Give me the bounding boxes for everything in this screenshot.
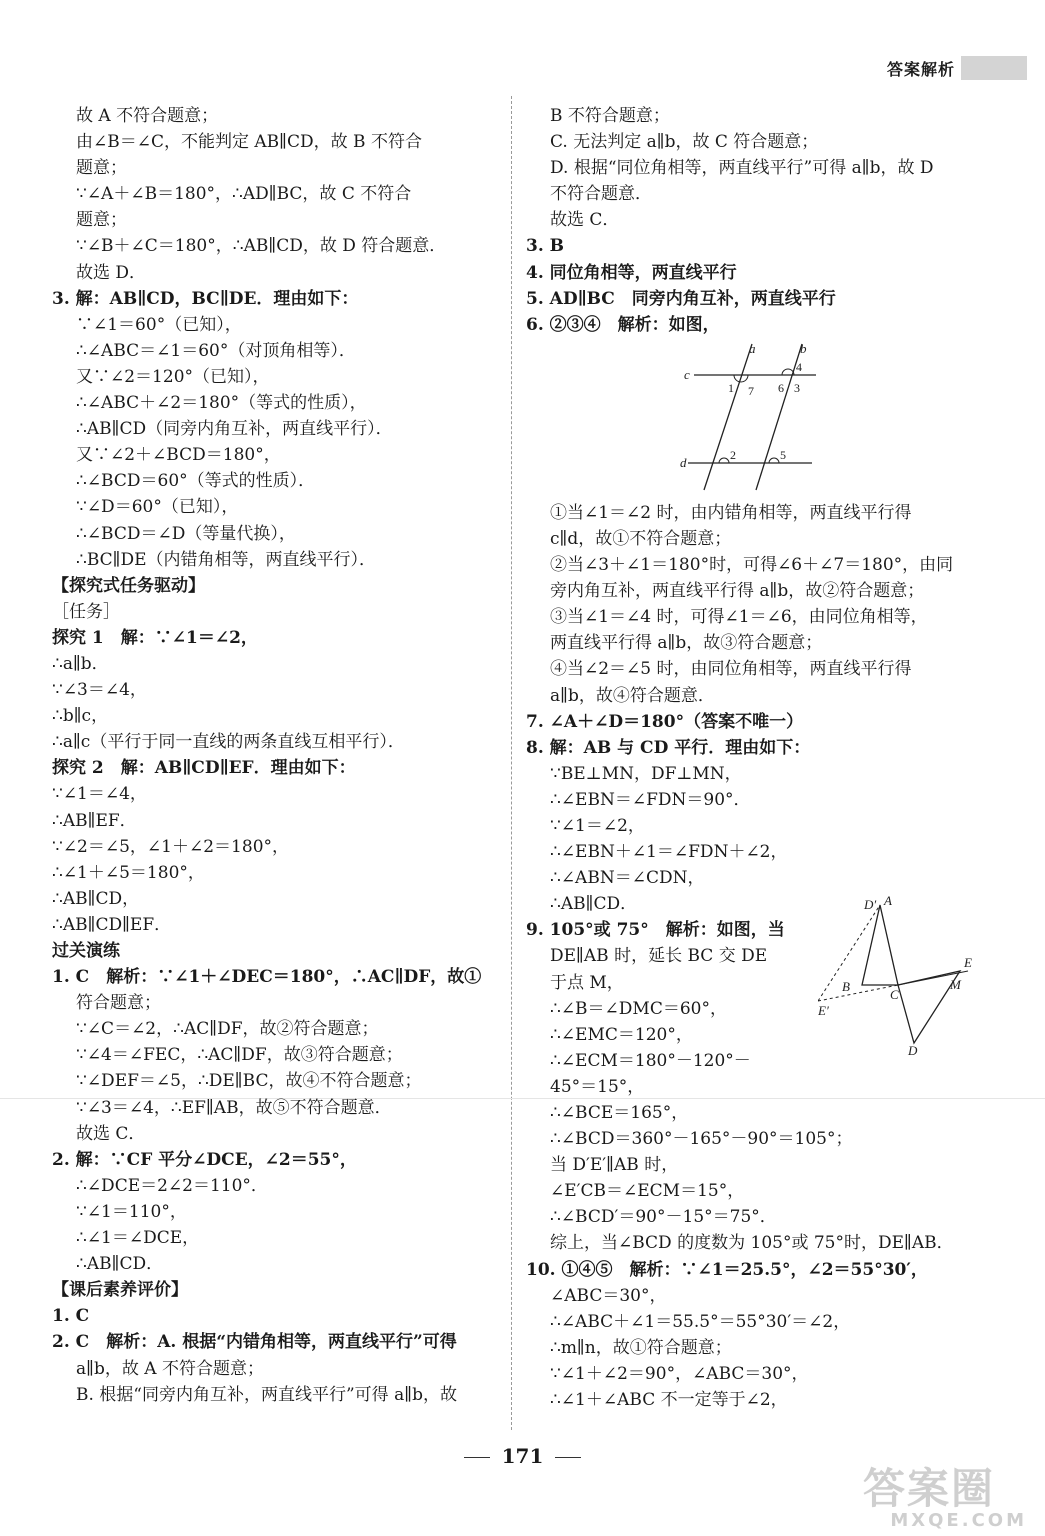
text-line: 10. ①④⑤ 解析：∵∠1＝25.5°，∠2＝55°30′，	[526, 1259, 928, 1280]
text-line: ∴b∥c，	[52, 706, 109, 727]
text-line: 45°＝15°，	[550, 1076, 645, 1097]
text-line: ∴∠BCD＝∠D（等量代换），	[76, 523, 296, 544]
text-line: 9. 105°或 75° 解析：如图，当	[526, 920, 785, 941]
text-line: 旁内角互补，两直线平行得 a∥b，故②符合题意；	[550, 581, 925, 602]
text-line: ∵∠4＝∠FEC，∴AC∥DF，故③符合题意；	[76, 1045, 403, 1066]
figure-q9-triangles	[818, 891, 978, 1055]
text-line: 故选 C．	[550, 210, 620, 231]
text-line: B 不符合题意；	[550, 106, 670, 126]
text-line: 题意；	[76, 210, 127, 231]
text-line: 探究 1 解：∵∠1＝∠2，	[52, 627, 258, 648]
text-line: 故 A 不符合题意；	[76, 106, 219, 126]
text-line: ∴∠B＝∠DMC＝60°，	[550, 998, 727, 1019]
text-line: 探究 2 解：AB∥CD∥EF．理由如下：	[52, 758, 356, 779]
fig9-label-m: M	[950, 977, 961, 992]
fig6-label-d: d	[680, 454, 687, 470]
text-line: ∴∠ECM＝180°－120°－	[550, 1050, 751, 1071]
page-number-dash-right	[555, 1457, 581, 1458]
fig6-label-b: b	[800, 340, 807, 356]
text-line: ∴∠1＋∠5＝180°，	[52, 862, 205, 883]
text-line: ∵∠2＝∠5，∠1＋∠2＝180°，	[52, 836, 290, 857]
text-line: ∴∠ABN＝∠CDN，	[550, 868, 705, 889]
text-line: ②当∠3＋∠1＝180°时，可得∠6＋∠7＝180°，由同	[550, 555, 954, 576]
figure-q6-parallel-lines	[676, 340, 816, 496]
fig6-angle-4: 4	[796, 359, 802, 374]
text-line: ∴AB∥EF．	[52, 810, 137, 831]
text-line: 3. 解：AB∥CD，BC∥DE．理由如下：	[52, 288, 359, 309]
text-line: D. 根据“同位角相等，两直线平行”可得 a∥b，故 D	[550, 158, 934, 179]
text-line: 当 D′E′∥AB 时，	[550, 1155, 679, 1176]
column-divider	[511, 96, 512, 1430]
text-line: ∴∠EBN＋∠1＝∠FDN＋∠2，	[550, 842, 788, 863]
text-line: ∴∠DCE＝2∠2＝110°．	[76, 1175, 268, 1196]
fig6-arc-2	[719, 458, 729, 463]
text-line: a∥b，故④符合题意．	[550, 685, 715, 706]
text-line: DE∥AB 时，延长 BC 交 DE	[550, 946, 768, 967]
text-line: ∵∠DEF＝∠5，∴DE∥BC，故④不符合题意；	[76, 1071, 422, 1092]
fig9-triangle-abc	[862, 905, 898, 985]
header-bar	[961, 56, 1027, 80]
text-line: a∥b，故 A 不符合题意；	[76, 1358, 264, 1379]
text-line: 由∠B＝∠C，不能判定 AB∥CD，故 B 不符合	[76, 132, 422, 153]
text-line: 又∵∠2＋∠BCD＝180°，	[76, 445, 281, 466]
right-column-part-1	[526, 103, 1001, 338]
fig6-angle-6: 6	[778, 380, 784, 395]
text-line: 【课后素养评价】	[52, 1280, 188, 1301]
watermark-site: MXQE.COM	[890, 1510, 1027, 1531]
text-line: ∵∠3＝∠4，∴EF∥AB，故⑤不符合题意．	[76, 1097, 392, 1118]
left-column	[52, 103, 502, 1408]
text-line: ∠ABC＝30°，	[550, 1285, 667, 1306]
text-line: ①当∠1＝∠2 时，由内错角相等，两直线平行得	[550, 502, 912, 523]
text-line: ∵∠1＝60°（已知），	[76, 314, 242, 335]
text-line: ∴∠ABC＝∠1＝60°（对顶角相等）．	[76, 340, 356, 361]
text-line: ∴m∥n，故①符合题意；	[550, 1337, 732, 1358]
fig9-label-e: E	[964, 955, 972, 970]
fig9-label-b: B	[842, 979, 850, 994]
text-line: ∴BC∥DE（内错角相等，两直线平行）．	[76, 549, 377, 570]
text-line: ∵∠3＝∠4，	[52, 680, 147, 701]
text-line: 4. 同位角相等，两直线平行	[526, 262, 737, 283]
text-line: 6. ②③④ 解析：如图，	[526, 314, 720, 335]
text-line: 题意；	[76, 158, 127, 179]
text-line: ∵∠1＝110°，	[76, 1201, 187, 1222]
text-line: ∴∠1＋∠ABC 不一定等于∠2，	[550, 1390, 788, 1411]
fig6-angle-1: 1	[728, 380, 734, 395]
fig9-label-d1: D′	[864, 897, 877, 912]
text-line: 符合题意；	[76, 993, 161, 1014]
watermark-main: 答案圈	[863, 1464, 996, 1513]
header-title: 答案解析	[886, 59, 955, 79]
fig6-label-a: a	[749, 340, 756, 356]
text-line: ∴∠BCE＝165°，	[550, 1103, 689, 1123]
text-line: ∵∠B＋∠C＝180°，∴AB∥CD，故 D 符合题意．	[76, 236, 447, 257]
right-column	[526, 103, 1001, 1413]
text-line: 故选 C．	[76, 1123, 146, 1144]
text-line: C. 无法判定 a∥b，故 C 符合题意；	[550, 132, 819, 153]
text-line: ∴AB∥CD．	[76, 1254, 164, 1275]
fig9-label-c: C	[890, 987, 899, 1002]
text-line: 2. 解：∵CF 平分∠DCE，∠2＝55°，	[52, 1149, 357, 1170]
fig6-angle-2: 2	[730, 447, 736, 462]
page-header	[887, 54, 1027, 82]
fig6-label-c: c	[684, 366, 690, 382]
text-line: ∴AB∥CD（同旁内角互补，两直线平行）．	[76, 419, 393, 440]
text-line: ∴∠BCD＝60°（等式的性质）．	[76, 471, 316, 492]
text-line: ∴AB∥CD，	[52, 888, 140, 909]
fig9-label-e1: E′	[818, 1003, 829, 1018]
text-line: ∴∠ABC＋∠1＝55.5°＝55°30′＝∠2，	[550, 1311, 851, 1332]
text-line: 于点 M，	[550, 972, 624, 993]
text-line: ∵BE⊥MN，DF⊥MN，	[550, 763, 742, 784]
fig6-angle-3: 3	[794, 380, 800, 395]
text-line: 两直线平行得 a∥b，故③符合题意；	[550, 633, 823, 654]
fig6-line-a	[704, 344, 752, 490]
text-line: ∴AB∥CD．	[550, 894, 638, 915]
text-line: ∵∠1＝∠2，	[550, 815, 645, 836]
text-line: ∵∠D＝60°（已知），	[76, 497, 239, 518]
text-line: ∴a∥c（平行于同一直线的两条直线互相平行）．	[52, 732, 405, 753]
text-line: 2. C 解析：A. 根据“内错角相等，两直线平行”可得	[52, 1332, 457, 1353]
text-line: 又∵∠2＝120°（已知），	[76, 366, 270, 387]
text-line: ∴∠ABC＋∠2＝180°（等式的性质），	[76, 393, 367, 414]
text-line: ④当∠2＝∠5 时，由同位角相等，两直线平行得	[550, 659, 912, 680]
text-line: 8. 解：AB 与 CD 平行．理由如下：	[526, 737, 811, 758]
page-number-dash-left	[464, 1457, 490, 1458]
fig6-angle-5: 5	[780, 447, 786, 462]
text-line: 过关演练	[52, 941, 120, 961]
text-line: ∵∠1＋∠2＝90°，∠ABC＝30°，	[550, 1363, 809, 1384]
text-line: 综上，当∠BCD 的度数为 105°或 75°时，DE∥AB．	[550, 1233, 954, 1254]
text-line: 【探究式任务驱动】	[52, 575, 205, 596]
text-line: ∵∠1＝∠4，	[52, 784, 147, 805]
text-line: 1. C	[52, 1306, 90, 1327]
fig6-arc-5	[769, 458, 779, 463]
text-line: B. 根据“同旁内角互补，两直线平行”可得 a∥b，故	[76, 1384, 457, 1405]
text-line: 故选 D．	[76, 262, 147, 283]
text-line: ∴∠BCD′＝90°－15°＝75°．	[550, 1207, 777, 1228]
text-line: 7. ∠A＋∠D＝180°（答案不唯一）	[526, 711, 804, 732]
text-line: ∠E′CB＝∠ECM＝15°，	[550, 1181, 745, 1202]
text-line: ∴∠EBN＝∠FDN＝90°．	[550, 789, 751, 810]
text-line: ∴AB∥CD∥EF．	[52, 914, 172, 935]
text-line: 3. B	[526, 236, 565, 257]
watermark	[863, 1464, 1027, 1534]
text-line: 1. C 解析：∵∠1＋∠DEC＝180°，∴AC∥DF，故①	[52, 967, 482, 988]
text-line: ∴∠1＝∠DCE，	[76, 1228, 200, 1249]
page-number-value: 171	[501, 1444, 544, 1468]
text-line: ［任务］	[52, 601, 120, 622]
text-line: ③当∠1＝∠4 时，可得∠1＝∠6，由同位角相等，	[550, 607, 928, 628]
fig9-dashed-e1c	[818, 985, 898, 1001]
text-line: ∴∠EMC＝120°，	[550, 1024, 693, 1045]
text-line: ∴∠BCD＝360°－165°－90°＝105°；	[550, 1129, 853, 1150]
fig9-label-a: A	[884, 893, 892, 908]
fig6-angle-7: 7	[748, 383, 754, 398]
text-line: c∥d，故①不符合题意；	[550, 528, 732, 549]
text-line: ∴a∥b．	[52, 653, 109, 674]
text-line: 5. AD∥BC 同旁内角互补，两直线平行	[526, 288, 836, 309]
text-line: ∵∠C＝∠2，∴AC∥DF，故②符合题意；	[76, 1019, 379, 1040]
text-line: 不符合题意．	[550, 184, 652, 205]
text-line: ∵∠A＋∠B＝180°，∴AD∥BC，故 C 不符合	[76, 184, 412, 205]
fig9-label-d: D	[908, 1043, 918, 1055]
